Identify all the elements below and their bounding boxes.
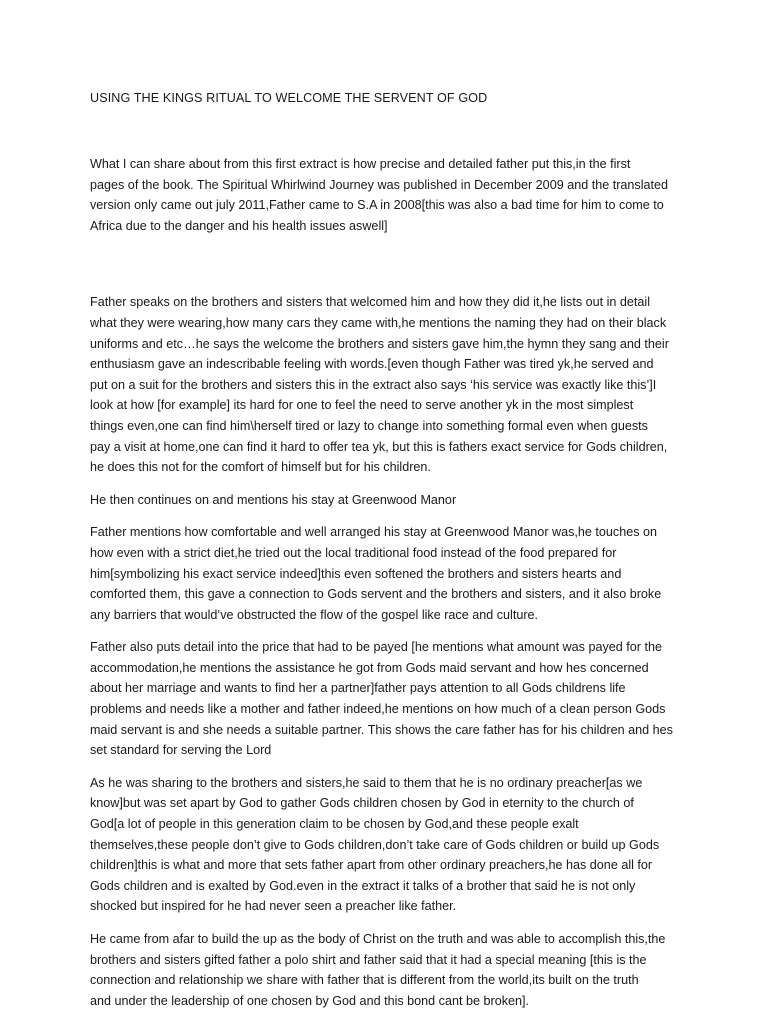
paragraph-line: brothers and sisters gifted father a polo shirt and father said that it had a special meaning [this is the — [90, 952, 647, 967]
paragraph-7 — [90, 929, 690, 1011]
paragraph-line: children]this is what and more that sets father apart from other ordinary preachers,he has done all for — [90, 858, 653, 873]
paragraph-line: Gods children and is exalted by God.even in the extract it talks of a brother that said he is not only — [90, 878, 636, 893]
paragraph-line: Africa due to the danger and his health issues aswell] — [90, 218, 388, 233]
paragraph-line: and under the leadership of one chosen by God and this bond cant be broken]. — [90, 993, 529, 1008]
paragraph-line: comforted them, this gave a connection to Gods servent and the brothers and sisters, and it also broke — [90, 587, 662, 602]
paragraph-line: uniforms and etc…he says the welcome the brothers and sisters gave him,the hymn they sang and their — [90, 336, 669, 351]
paragraph-6 — [90, 773, 690, 917]
paragraph-line: problems and needs like a mother and father indeed,he mentions on how much of a clean person Gods — [90, 702, 666, 717]
paragraph-line: him[symbolizing his exact service indeed]this even softened the brothers and sisters hearts and — [90, 566, 622, 581]
paragraph-line: themselves,these people don’t give to Gods children,don’t take care of Gods children or build up Gods — [90, 837, 660, 852]
paragraph-line: pay a visit at home,one can find it hard to offer tea yk, but this is fathers exact service for Gods children, — [90, 439, 668, 454]
paragraph-line: connection and relationship we share with father that is different from the world,its built on the truth — [90, 973, 639, 988]
paragraph-line: version only came out july 2011,Father came to S.A in 2008[this was also a bad time for him to come to — [90, 198, 664, 213]
document-page — [90, 88, 690, 1020]
paragraph-line: Father mentions how comfortable and well arranged his stay at Greenwood Manor was,he touches on — [90, 525, 658, 540]
paragraph-line: set standard for serving the Lord — [90, 743, 272, 758]
paragraph-4 — [90, 522, 690, 625]
paragraph-line: how even with a strict diet,he tried out the local traditional food instead of the food prepared for — [90, 545, 617, 560]
paragraph-line: know]but was set apart by God to gather Gods children chosen by God in eternity to the church of — [90, 796, 634, 811]
paragraph-line: about her marriage and wants to find her a partner]father pays attention to all Gods childrens life — [90, 681, 626, 696]
paragraph-line: He came from afar to build the up as the body of Christ on the truth and was able to accomplish this,the — [90, 932, 666, 946]
paragraph-line: maid servant is and she needs a suitable partner. This shows the care father has for his children and hes — [90, 722, 673, 737]
paragraph-line: accommodation,he mentions the assistance he got from Gods maid servant and how hes concerned — [90, 660, 649, 675]
paragraph-line: As he was sharing to the brothers and sisters,he said to them that he is no ordinary preacher[as we — [90, 775, 643, 790]
paragraph-line: Father also puts detail into the price that had to be payed [he mentions what amount was payed for the — [90, 640, 662, 655]
paragraph-line: he does this not for the comfort of himself but for his children. — [90, 460, 431, 475]
paragraph-line: look at how [for example] its hard for one to feel the need to serve another yk in the most simplest — [90, 398, 634, 413]
paragraph-line: Father speaks on the brothers and sisters that welcomed him and how they did it,he lists out in detail — [90, 295, 651, 310]
paragraph-line: any barriers that would’ve obstructed the flow of the gospel like race and culture. — [90, 607, 539, 622]
paragraph-line: things even,one can find him\herself tired or lazy to change into something formal even when guests — [90, 418, 648, 433]
paragraph-1 — [90, 154, 690, 236]
paragraph-line: pages of the book. The Spiritual Whirlwind Journey was published in December 2009 and the translated — [90, 177, 669, 192]
paragraph-line: God[a lot of people in this generation claim to be chosen by God,and these people exalt — [90, 817, 579, 832]
paragraph-line: put on a suit for the brothers and sisters this in the extract also says ‘his service was exactly like this’]I — [90, 377, 657, 392]
paragraph-line: shocked but inspired for he had never seen a preacher like father. — [90, 899, 457, 914]
paragraph-line: What I can share about from this first extract is how precise and detailed father put this,in the first — [90, 157, 631, 171]
paragraph-2 — [90, 292, 690, 477]
paragraph-line: what they were wearing,how many cars they came with,he mentions the naming they had on their black — [90, 315, 667, 330]
paragraph-5 — [90, 637, 690, 761]
paragraph-3 — [90, 490, 690, 511]
paragraph-line: enthusiasm gave an indescribable feeling with words.[even though Father was tired yk,he served and — [90, 357, 654, 372]
paragraph-line: He then continues on and mentions his stay at Greenwood Manor — [90, 492, 457, 507]
document-title: USING THE KINGS RITUAL TO WELCOME THE SERVENT OF GOD — [90, 91, 488, 105]
